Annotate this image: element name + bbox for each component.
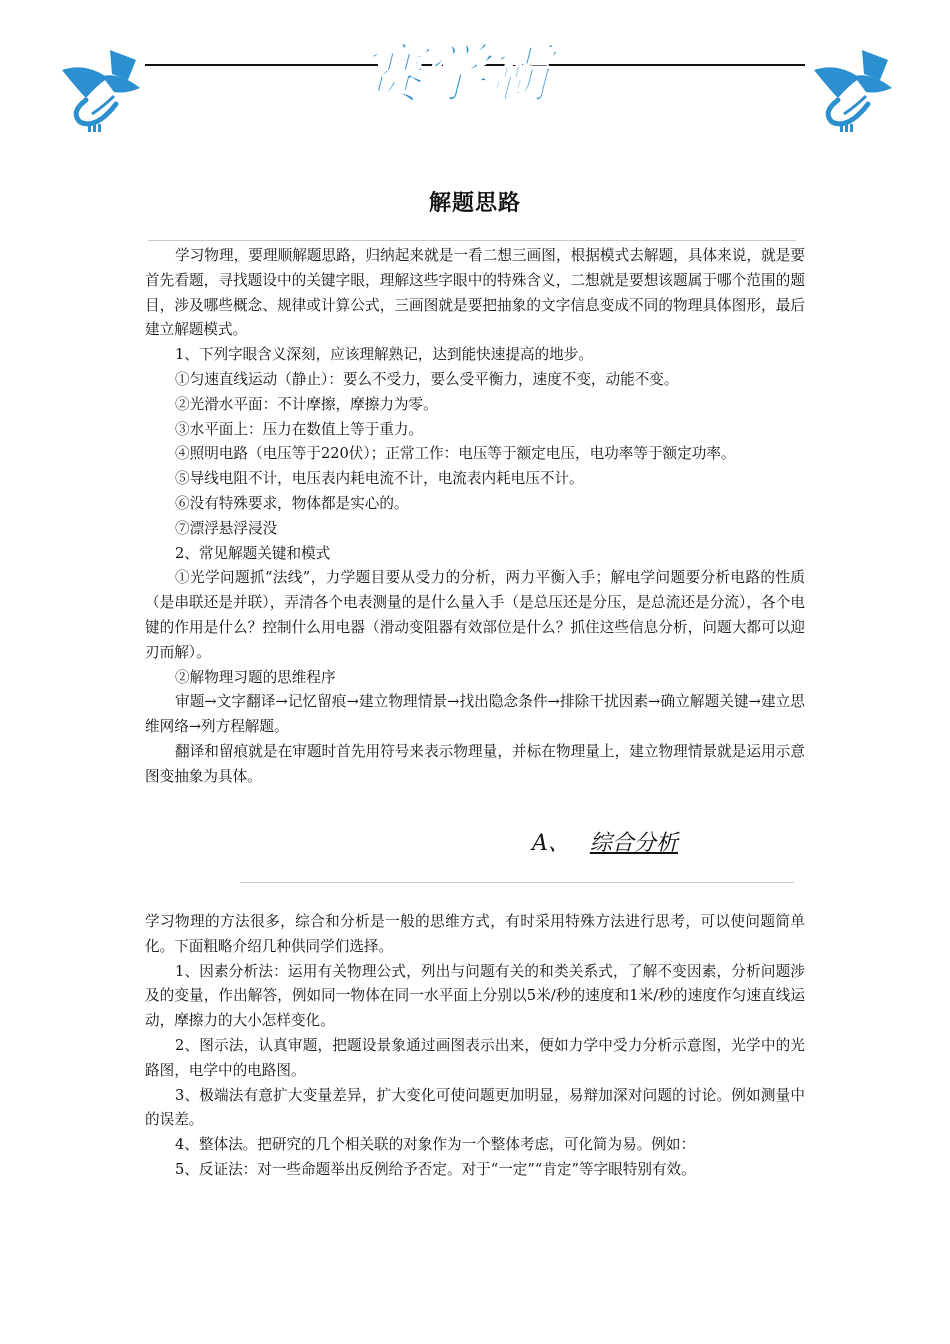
paragraph: ①光学问题抓“法线”，力学题目要从受力的分析，两力平衡入手；解电学问题要分析电路的性质（是串联还是并联），弄清各个电表测量的是什么量入手（是总压还是分压，是总流还是分流），各个电键的作用是什么？控制什么用电器（滑动变阻器有效部位是什么？抓住这些信息分析，问题大都可以迎刃而解）。 [145,569,805,661]
paragraph: 3、极端法有意扩大变量差异，扩大变化可使问题更加明显，易辩加深对问题的讨论。例如测量中的误差。 [145,1086,805,1129]
paragraph: 4、整体法。把研究的几个相关联的对象作为一个整体考虑，可化简为易。例如： [175,1136,696,1154]
paragraph: ⑥没有特殊要求，物体都是实心的。 [175,494,409,512]
paragraph: 审题→文字翻译→记忆留痕→建立物理情景→找出隐念条件→排除干扰因素→确立解题关键→建立思维网络→列方程解题。 [145,693,805,736]
brand-logo [343,30,568,112]
intro-section [145,244,805,790]
divider [148,240,796,241]
paragraph: ②光滑水平面：不计摩擦，摩擦力为零。 [175,395,438,413]
paragraph: ④照明电路（电压等于220伏）；正常工作：电压等于额定电压，电功率等于额定功率。 [175,445,736,463]
section-name: 综合分析 [589,831,678,856]
section-heading [532,826,678,857]
paragraph: 学习物理的方法很多，综合和分析是一般的思维方式，有时采用特殊方法进行思考，可以使问题简单化。下面粗略介绍几种供同学们选择。 [145,913,805,955]
section-label: A、 [532,831,570,856]
paragraph: 1、下列字眼含义深刻，应该理解熟记，达到能快速提高的地步。 [175,346,593,364]
paragraph: 2、常见解题关键和模式 [175,544,331,562]
paragraph: 学习物理，要理顺解题思路，归纳起来就是一看二想三画图，根据模式去解题，具体来说，就是要首先看题，寻找题设中的关键字眼，理解这些字眼中的特殊含义，二想就是要想该题属于哪个范围的题目，涉及哪些概念、规律或计算公式，三画图就是要把抽象的文字信息变成不同的物理具体图形，最后建立解题模式。 [145,247,805,339]
wizard-hat-logo-icon [56,42,146,134]
paragraph: ③水平面上：压力在数值上等于重力。 [175,420,424,438]
paragraph: ②解物理习题的思维程序 [175,668,336,686]
paragraph: ⑤导线电阻不计，电压表内耗电流不计，电流表内耗电压不计。 [175,470,584,488]
wizard-hat-logo-icon [808,42,898,134]
svg-text:赛学霸: 赛学霸 [359,37,551,112]
divider [240,882,794,883]
page-title: 解题思路 [428,191,521,216]
paragraph: 5、反证法：对一些命题举出反例给予否定。对于“一定”“肯定”等字眼特别有效。 [175,1160,696,1178]
paragraph: 2、图示法，认真审题，把题设景象通过画图表示出来，便如力学中受力分析示意图，光学中的光路图，电学中的电路图。 [145,1036,805,1079]
paragraph: ⑦漂浮悬浮浸没 [175,519,278,537]
paragraph: 翻译和留痕就是在审题时首先用符号来表示物理量，并标在物理量上，建立物理情景就是运用示意图变抽象为具体。 [145,742,805,785]
paragraph: ①匀速直线运动（静止）：要么不受力，要么受平衡力，速度不变，动能不变。 [175,370,679,388]
paragraph: 1、因素分析法：运用有关物理公式，列出与问题有关的和类关系式，了解不变因素，分析问题涉及的变量，作出解答，例如同一物体在同一水平面上分别以5米/秒的速度和1米/秒的速度作匀速直线运动，摩擦力的大小怎样变化。 [145,962,805,1030]
analysis-section [145,910,805,1183]
